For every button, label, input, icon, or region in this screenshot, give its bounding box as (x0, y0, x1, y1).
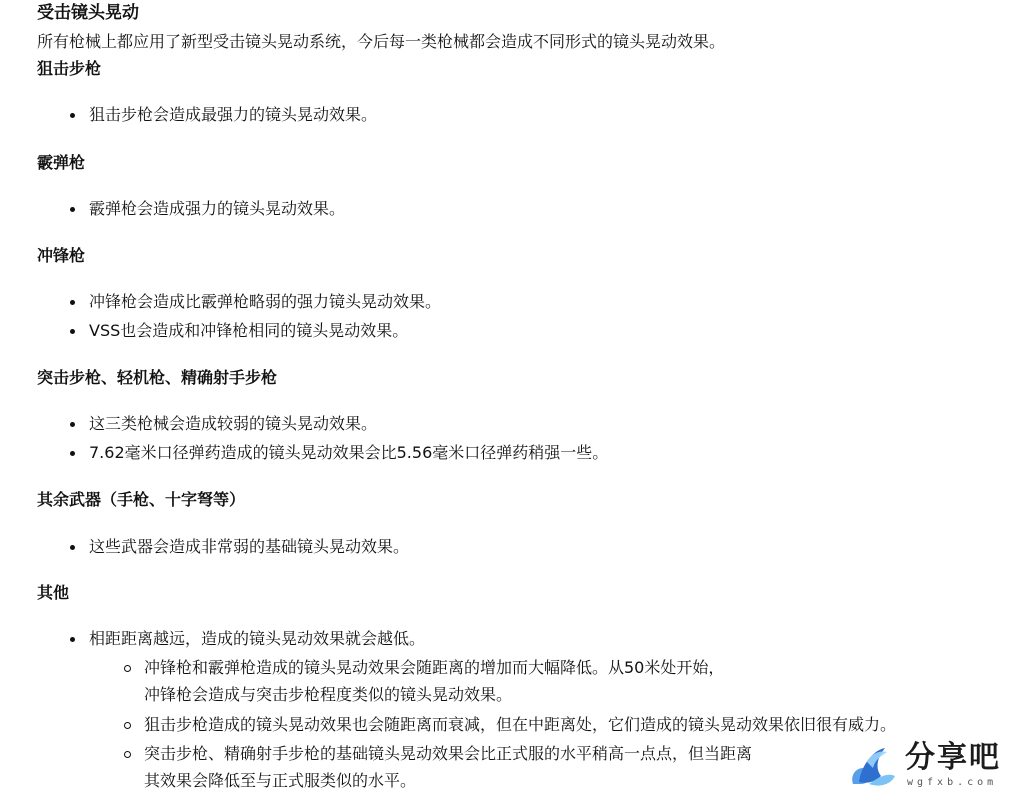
list-item-text: 相距距离越远，造成的镜头晃动效果就会越低。 (89, 629, 426, 648)
sub-list-item-text: 突击步枪、精确射手步枪的基础镜头晃动效果会比正式服的水平稍高一点点，但当距离 (144, 744, 753, 763)
watermark (843, 738, 1013, 796)
sub-list-item-text: 狙击步枪造成的镜头晃动效果也会随距离而衰减，但在中距离处，它们造成的镜头晃动效果依旧很有威力。 (144, 715, 897, 734)
sub-bullet-circle (124, 722, 131, 729)
intro-paragraph: 所有枪械上都应用了新型受击镜头晃动系统，今后每一类枪械都会造成不同形式的镜头晃动效果。 (37, 32, 726, 51)
watermark-brand: 分享吧 (905, 740, 1001, 775)
sub-bullet-circle (124, 665, 131, 672)
section-heading-ar-lmg-dmr: 突击步枪、轻机枪、精确射手步枪 (37, 368, 278, 387)
wave-logo-icon (847, 742, 899, 792)
list-item-text: 霰弹枪会造成强力的镜头晃动效果。 (89, 199, 346, 218)
list-item-text: VSS也会造成和冲锋枪相同的镜头晃动效果。 (89, 321, 409, 340)
section-heading-other-weapons: 其余武器（手枪、十字弩等） (37, 490, 246, 509)
section-heading-smg: 冲锋枪 (37, 246, 86, 265)
sub-list-item-text-continued: 冲锋枪会造成与突击步枪程度类似的镜头晃动效果。 (144, 685, 513, 704)
section-heading-shotgun: 霰弹枪 (37, 153, 86, 172)
bullet-dot (70, 422, 75, 427)
bullet-dot (70, 637, 75, 642)
bullet-dot (70, 207, 75, 212)
page-title: 受击镜头晃动 (37, 3, 139, 23)
sub-list-item-text: 冲锋枪和霰弹枪造成的镜头晃动效果会随距离的增加而大幅降低。从50米处开始， (144, 658, 725, 677)
bullet-dot (70, 113, 75, 118)
list-item-text: 冲锋枪会造成比霰弹枪略弱的强力镜头晃动效果。 (89, 292, 442, 311)
list-item-text: 这些武器会造成非常弱的基础镜头晃动效果。 (89, 537, 410, 556)
bullet-dot (70, 545, 75, 550)
bullet-dot (70, 451, 75, 456)
section-heading-misc: 其他 (37, 583, 70, 602)
list-item-text: 这三类枪械会造成较弱的镜头晃动效果。 (89, 414, 378, 433)
list-item-text: 7.62毫米口径弹药造成的镜头晃动效果会比5.56毫米口径弹药稍强一些。 (89, 443, 609, 462)
sub-list-item-text-continued: 其效果会降低至与正式服类似的水平。 (144, 771, 417, 790)
sub-bullet-circle (124, 751, 131, 758)
watermark-url: wgfxb.com (907, 777, 998, 788)
section-heading-sniper: 狙击步枪 (37, 59, 102, 78)
bullet-dot (70, 329, 75, 334)
list-item-text: 狙击步枪会造成最强力的镜头晃动效果。 (89, 105, 378, 124)
bullet-dot (70, 300, 75, 305)
